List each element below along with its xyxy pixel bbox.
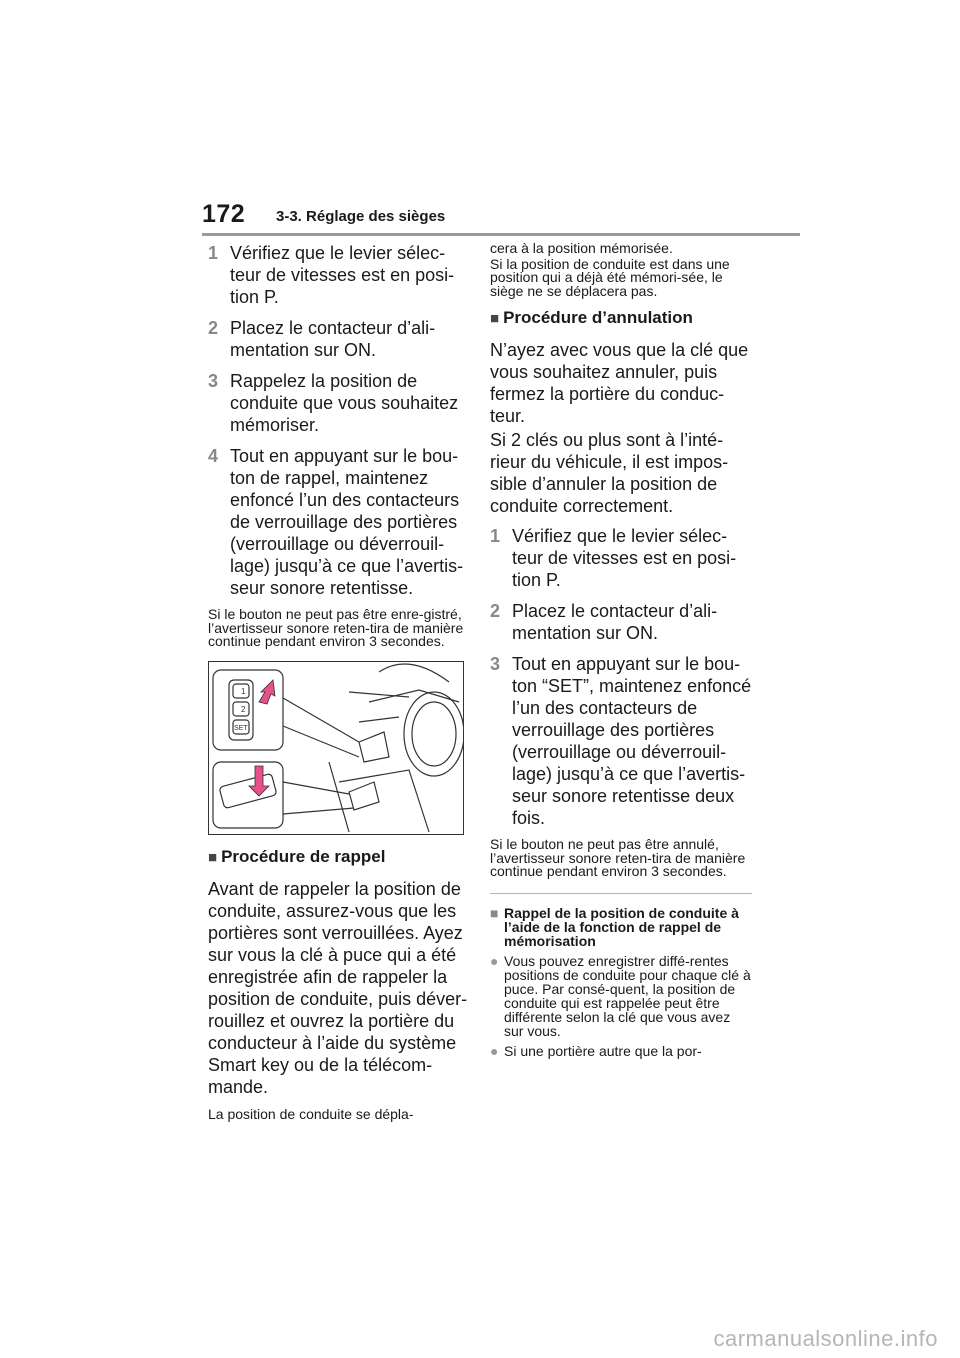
memory-button-2-label: 2 [241, 704, 246, 714]
step-number: 3 [208, 371, 219, 391]
step-item [208, 445, 470, 599]
square-bullet-icon: ■ [490, 904, 499, 921]
step-text: Placez le contacteur d’ali-mentation sur ON. [230, 318, 436, 360]
cancel-paragraph-2: Si 2 clés ou plus sont à l’inté-rieur du véhicule, il est impos-sible d’annuler la position de conduite correctement. [490, 430, 729, 516]
right-column [490, 242, 752, 1064]
step-item [490, 600, 752, 644]
step-item [490, 525, 752, 591]
recall-note-2: Si la position de conduite est dans une position qui a déjà été mémori-sée, le siège ne se déplacera pas. [490, 255, 730, 299]
step-item [208, 317, 470, 361]
recall-paragraph: Avant de rappeler la position de conduite, assurez-vous que les portières sont verrouillées. Ayez sur vous la clé à puce qui a été enregistrée afin de rappeler la position de conduite, puis déver-rouillez et ouvrez la portière du conducteur à l’aide du système Smart key ou de la télécom-mande. [208, 878, 468, 1097]
step-number: 1 [208, 243, 219, 263]
seat-memory-illustration [208, 661, 464, 835]
cancel-heading: ■ Procédure d’annulation [490, 308, 693, 327]
section-title: 3-3. Réglage des sièges [276, 208, 446, 225]
memory-button-1-label: 1 [241, 686, 246, 696]
illustration-drawing [209, 662, 463, 834]
recall-heading: ■ Procédure de rappel [208, 846, 386, 866]
round-bullet-icon: ● [490, 1042, 499, 1059]
left-column [208, 242, 470, 1131]
step-item [208, 242, 470, 308]
round-bullet-icon: ● [490, 952, 499, 969]
list-item: ● Vous pouvez enregistrer diffé-rentes positions de conduite pour chaque clé à puce. Par consé-quent, la position de conduite qui est rappelée peut être différente selon la clé que vous avez sur vous. [490, 952, 751, 1039]
recall-note-end: cera à la position mémorisée. [490, 240, 673, 256]
square-bullet-icon: ■ [490, 310, 500, 327]
step-number: 2 [208, 318, 219, 338]
step-text: Vérifiez que le levier sélec-teur de vitesses est en posi-tion P. [230, 243, 455, 307]
square-bullet-icon: ■ [208, 848, 218, 866]
list-item: ● Si une portière autre que la por- [490, 1042, 702, 1059]
step-number: 3 [490, 654, 501, 674]
step-item [208, 370, 470, 436]
watermark: carmanualsonline.info [713, 1326, 938, 1351]
recall-note-start: La position de conduite se dépla- [208, 1105, 414, 1122]
step-number: 4 [208, 446, 219, 466]
page-number: 172 [202, 200, 246, 228]
set-button-label: SET [234, 724, 248, 732]
memory-recall-box-heading: ■ Rappel de la position de conduite à l’aide de la fonction de rappel de mémorisation [490, 904, 739, 949]
step-text: Vérifiez que le levier sélec-teur de vitesses est en posi-tion P. [512, 526, 737, 590]
step-text: Placez le contacteur d’ali-mentation sur ON. [512, 601, 718, 643]
step-text: Tout en appuyant sur le bou-ton “SET”, maintenez enfoncé l’un des contacteurs de verrouillage des portières (verrouillage ou déverrouil-lage) jusqu’à ce que l’avertis-seur sonore retentisse deux fois. [512, 654, 752, 828]
step-item [490, 653, 752, 829]
header-rule [202, 233, 800, 236]
step-text: Rappelez la position de conduite que vous souhaitez mémoriser. [230, 371, 459, 435]
cancel-paragraph-1: N’ayez avec vous que la clé que vous souhaitez annuler, puis fermez la portière du conduc-teur. [490, 340, 749, 426]
step-number: 1 [490, 526, 501, 546]
step-number: 2 [490, 601, 501, 621]
register-note: Si le bouton ne peut pas être enre-gistré, l’avertisseur sonore reten-tira de manière continue pendant environ 3 secondes. [208, 606, 464, 649]
cancel-note: Si le bouton ne peut pas être annulé, l’avertisseur sonore reten-tira de manière continue pendant environ 3 secondes. [490, 836, 746, 879]
box-divider [490, 893, 752, 894]
step-text: Tout en appuyant sur le bou-ton de rappel, maintenez enfoncé l’un des contacteurs de verrouillage des portières (verrouillage ou déverrouil-lage) jusqu’à ce que l’avertis-seur sonore retentisse. [230, 446, 464, 598]
